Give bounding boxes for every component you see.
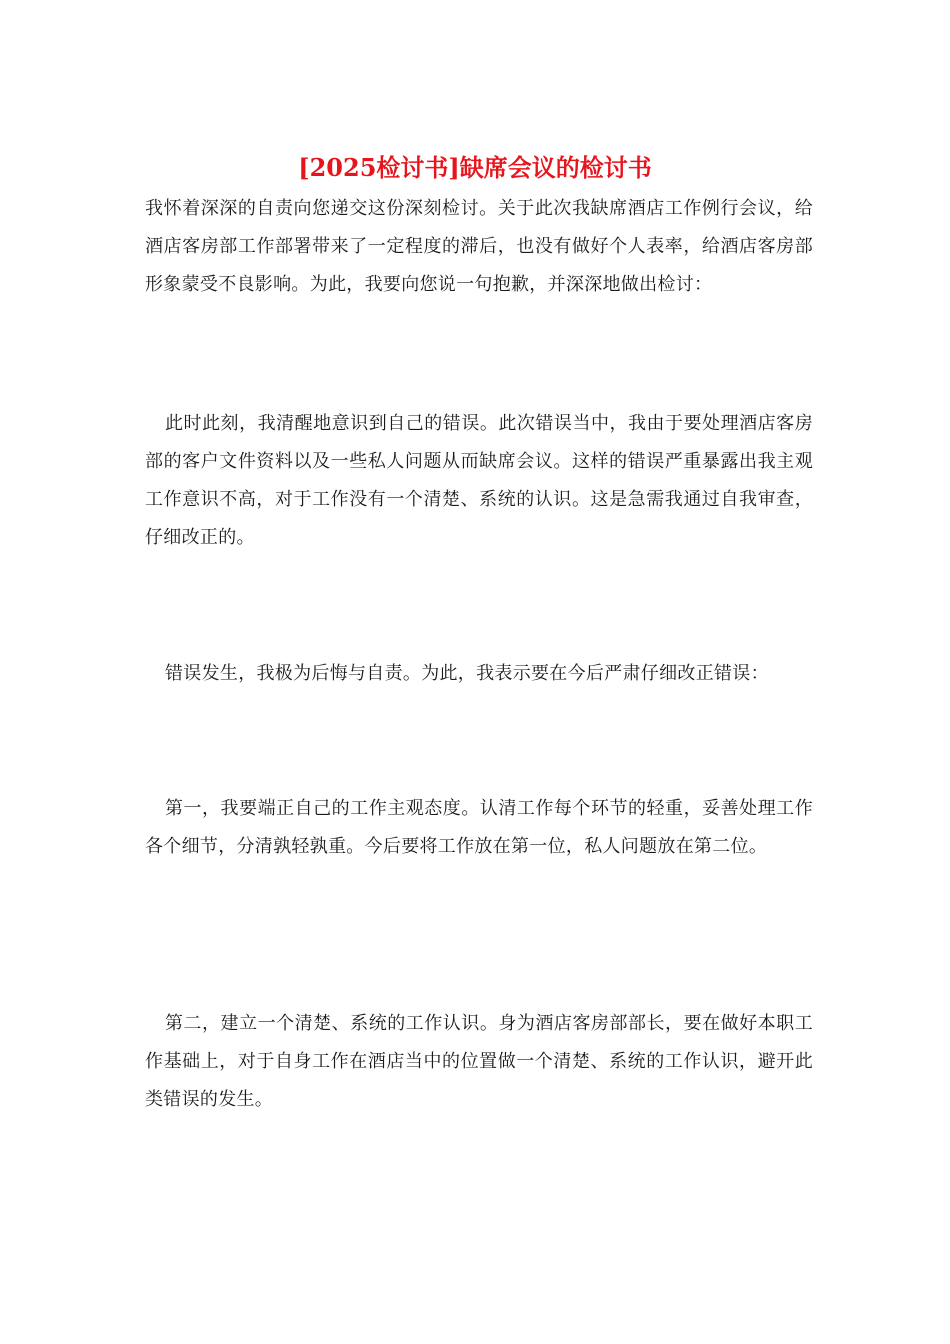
paragraph-first-point: 第一，我要端正自己的工作主观态度。认清工作每个环节的轻重，妥善处理工作各个细节，分清孰轻孰重。今后要将工作放在第一位，私人问题放在第二位。 <box>145 798 813 857</box>
paragraph-second-point: 第二，建立一个清楚、系统的工作认识。身为酒店客房部部长，要在做好本职工作基础上，对于自身工作在酒店当中的位置做一个清楚、系统的工作认识，避开此类错误的发生。 <box>145 1013 813 1110</box>
document-title: [2025检讨书]缺席会议的检讨书 <box>298 153 652 182</box>
paragraph-intro: 我怀着深深的自责向您递交这份深刻检讨。关于此次我缺席酒店工作例行会议，给酒店客房部工作部署带来了一定程度的滞后，也没有做好个人表率，给酒店客房部形象蒙受不良影响。为此，我要向您说一句抱歉，并深深地做出检讨： <box>145 198 813 295</box>
paragraph-regret: 错误发生，我极为后悔与自责。为此，我表示要在今后严肃仔细改正错误： <box>165 663 769 684</box>
paragraph-realization: 此时此刻，我清醒地意识到自己的错误。此次错误当中，我由于要处理酒店客房部的客户文件资料以及一些私人问题从而缺席会议。这样的错误严重暴露出我主观工作意识不高，对于工作没有一个清楚、系统的认识。这是急需我通过自我审查，仔细改正的。 <box>145 413 813 548</box>
